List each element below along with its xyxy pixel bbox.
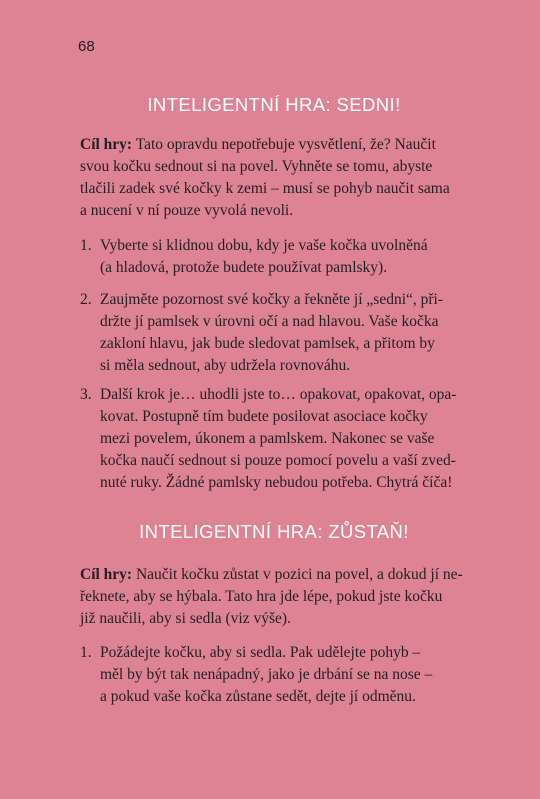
step-text-line: (a hladová, protože budete používat pamlsky). — [100, 259, 388, 276]
goal-paragraph-sit — [80, 134, 470, 222]
step-text-line: Vyberte si klidnou dobu, kdy je vaše kočka uvolněná — [100, 237, 428, 254]
goal-text-line: a nucení v ní pouze vyvolá nevoli. — [80, 202, 294, 219]
step-text-line: Požádejte kočku, aby si sedla. Pak udělejte pohyb – — [100, 644, 421, 661]
goal-text-line: již naučili, aby si sedla (viz výše). — [80, 610, 291, 627]
goal-paragraph-stay — [80, 564, 470, 630]
step-number: 2. — [80, 291, 92, 308]
goal-label: Cíl hry: — [80, 136, 133, 153]
section-heading-stay: INTELIGENTNÍ HRA: ZŮSTAŇ! — [139, 521, 409, 542]
step-text-line: kočka naučí sednout si pouze pomocí povelu a vaší zved- — [100, 452, 456, 469]
goal-text-line: tlačili zadek své kočky k zemi – musí se pohyb naučit sama — [80, 180, 450, 197]
step-text-line: mezi povelem, úkonem a pamlskem. Nakonec se vaše — [100, 430, 435, 447]
goal-text-line: svou kočku sednout si na povel. Vyhněte se tomu, abyste — [80, 158, 433, 175]
step-text-line: měl by být tak nenápadný, jako je drbání se na nose – — [100, 666, 433, 683]
goal-text-line: Tato opravdu nepotřebuje vysvětlení, že? Naučit — [132, 136, 436, 153]
step-text-line: Další krok je… uhodli jste to… opakovat, opakovat, opa- — [100, 386, 457, 403]
goal-text-line: Naučit kočku zůstat v pozici na povel, a dokud jí ne- — [132, 566, 463, 583]
step-number: 3. — [80, 386, 92, 403]
step-text-line: držte jí pamlsek v úrovni očí a nad hlavou. Vaše kočka — [100, 313, 439, 330]
step-number: 1. — [80, 644, 92, 661]
section-heading-sit: INTELIGENTNÍ HRA: SEDNI! — [147, 94, 401, 115]
page-number: 68 — [78, 38, 95, 55]
step-text-line: nuté ruky. Žádné pamlsky nebudou potřeba. Chytrá číča! — [100, 474, 453, 491]
step-text-line: a pokud vaše kočka zůstane sedět, dejte jí odměnu. — [100, 688, 416, 705]
goal-label: Cíl hry: — [80, 566, 133, 583]
step-text-line: kovat. Postupně tím budete posilovat asociace kočky — [100, 408, 428, 425]
step-text-line: Zaujměte pozornost své kočky a řekněte jí „sedni“, při- — [100, 291, 444, 308]
step-number: 1. — [80, 237, 92, 254]
step-text-line: si měla sednout, aby udržela rovnováhu. — [100, 357, 351, 374]
step-text-line: zakloní hlavu, jak bude sledovat pamlsek, a přitom by — [100, 335, 435, 352]
goal-text-line: řeknete, aby se hýbala. Tato hra jde lépe, pokud jste kočku — [80, 588, 443, 605]
